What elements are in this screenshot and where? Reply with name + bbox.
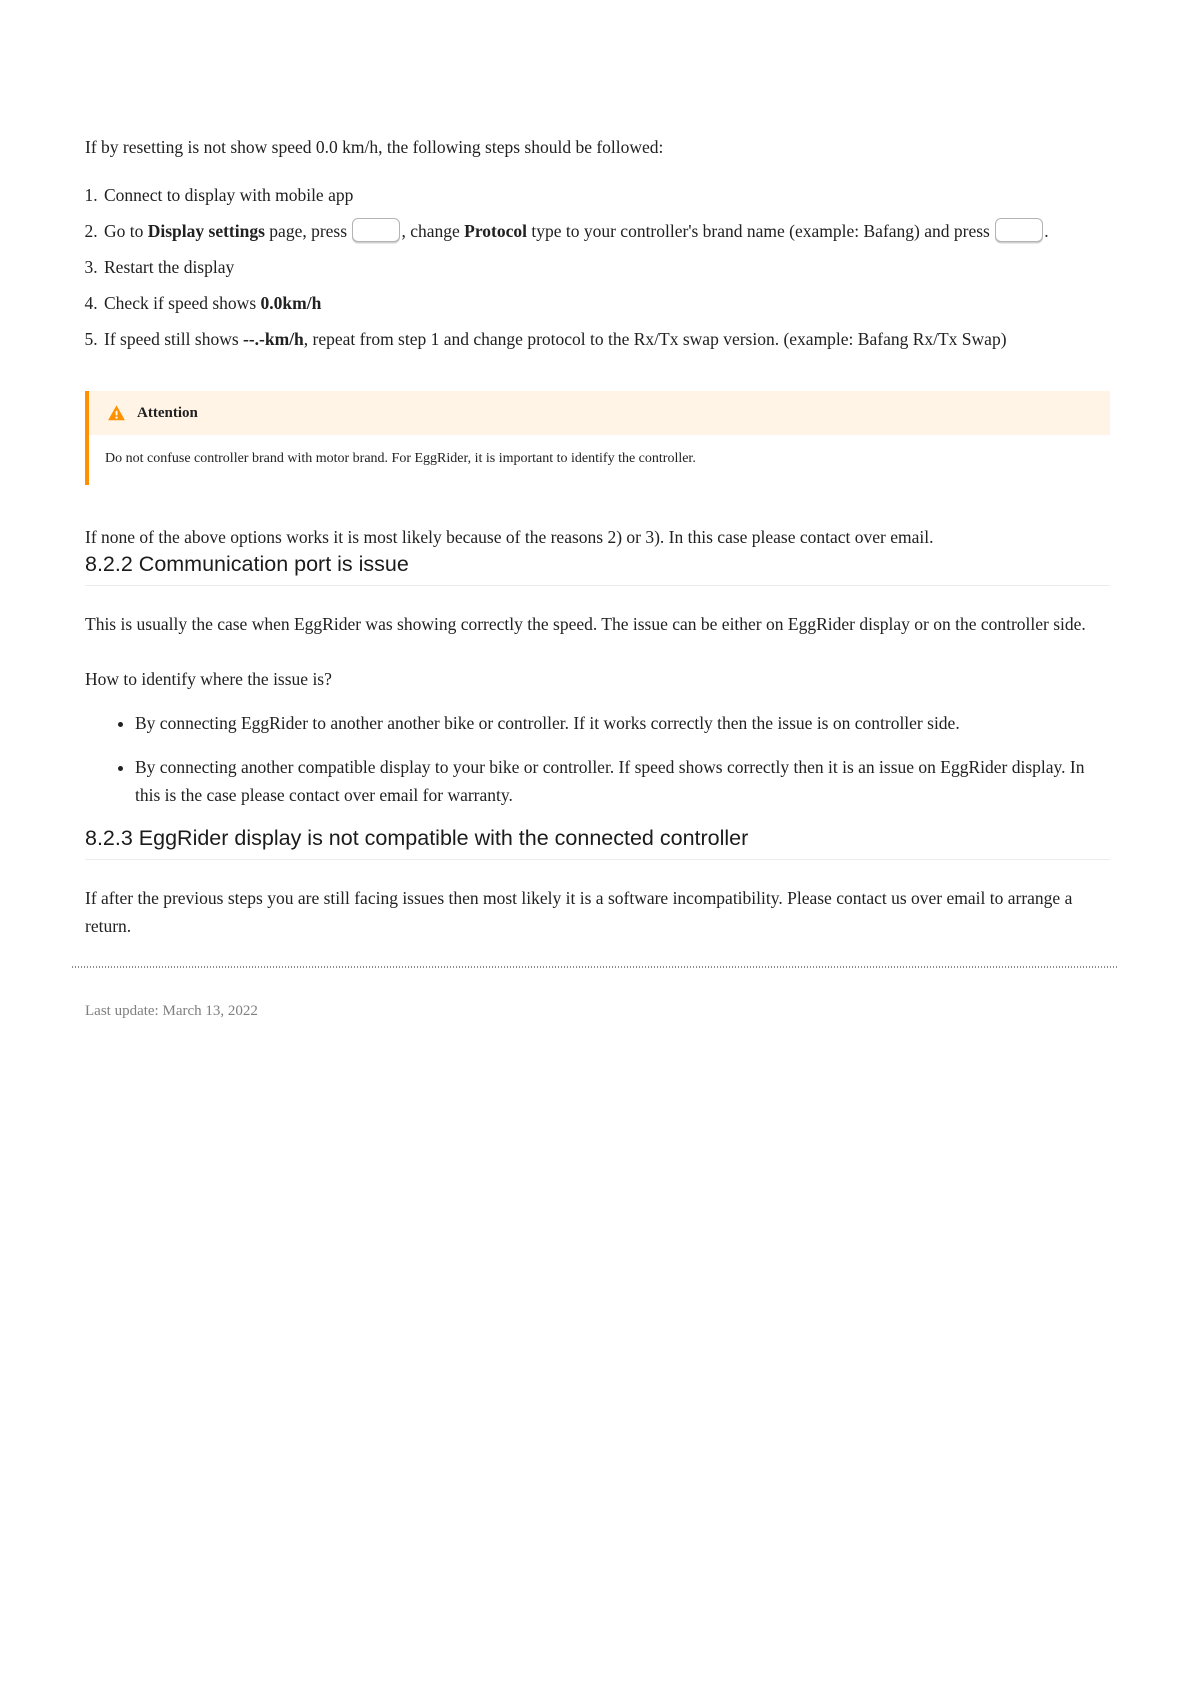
section-823-paragraph: If after the previous steps you are still facing issues then most likely it is a software incompatibility. Please contact us over email to arrange a return. xyxy=(85,888,1073,936)
section-heading-823: 8.2.3 EggRider display is not compatible with the connected controller xyxy=(85,825,1110,860)
admonition-body: Do not confuse controller brand with motor brand. For EggRider, it is important to identify the controller. xyxy=(105,451,696,466)
admonition-header xyxy=(89,391,1110,435)
after-steps-paragraph: If none of the above options works it is most likely because of the reasons 2) or 3). In this case please contact over email. xyxy=(85,527,934,547)
step-item-4: 4. Check if speed shows 0.0km/h xyxy=(102,289,1110,317)
section-822-paragraph-2: How to identify where the issue is? xyxy=(85,669,332,689)
intro-paragraph: If by resetting is not show speed 0.0 km/h, the following steps should be followed: xyxy=(85,137,664,157)
bullet-item-2: • By connecting another compatible display to your bike or controller. If speed shows correctly then it is an issue on EggRider display. In this is the case please contact over email for warranty. xyxy=(135,753,1110,809)
step-item-2: 2. Go to Display settings page, press , change Protocol type to your controller's brand name (example: Bafang) and press . xyxy=(102,217,1110,245)
steps-list xyxy=(85,181,1110,353)
admonition-title: Attention xyxy=(137,404,198,421)
step-item-1: 1. Connect to display with mobile app xyxy=(102,181,1110,209)
key-button xyxy=(995,218,1043,242)
step-item-3: 3. Restart the display xyxy=(102,253,1110,281)
warning-triangle-icon xyxy=(107,404,126,422)
last-update-text: Last update: March 13, 2022 xyxy=(85,1003,258,1019)
step-item-5: 5. If speed still shows --.-km/h, repeat from step 1 and change protocol to the Rx/Tx swap version. (example: Bafang Rx/Tx Swap) xyxy=(102,325,1110,353)
bullet-item-1: • By connecting EggRider to another another bike or controller. If it works correctly then the issue is on controller side. xyxy=(135,709,1110,737)
attention-admonition xyxy=(85,391,1110,485)
identify-issue-list xyxy=(85,709,1110,809)
section-heading-822: 8.2.2 Communication port is issue xyxy=(85,551,1110,586)
section-822-paragraph-1: This is usually the case when EggRider was showing correctly the speed. The issue can be either on EggRider display or on the controller side. xyxy=(85,614,1086,634)
dotted-divider xyxy=(72,966,1119,968)
key-button xyxy=(352,218,400,242)
